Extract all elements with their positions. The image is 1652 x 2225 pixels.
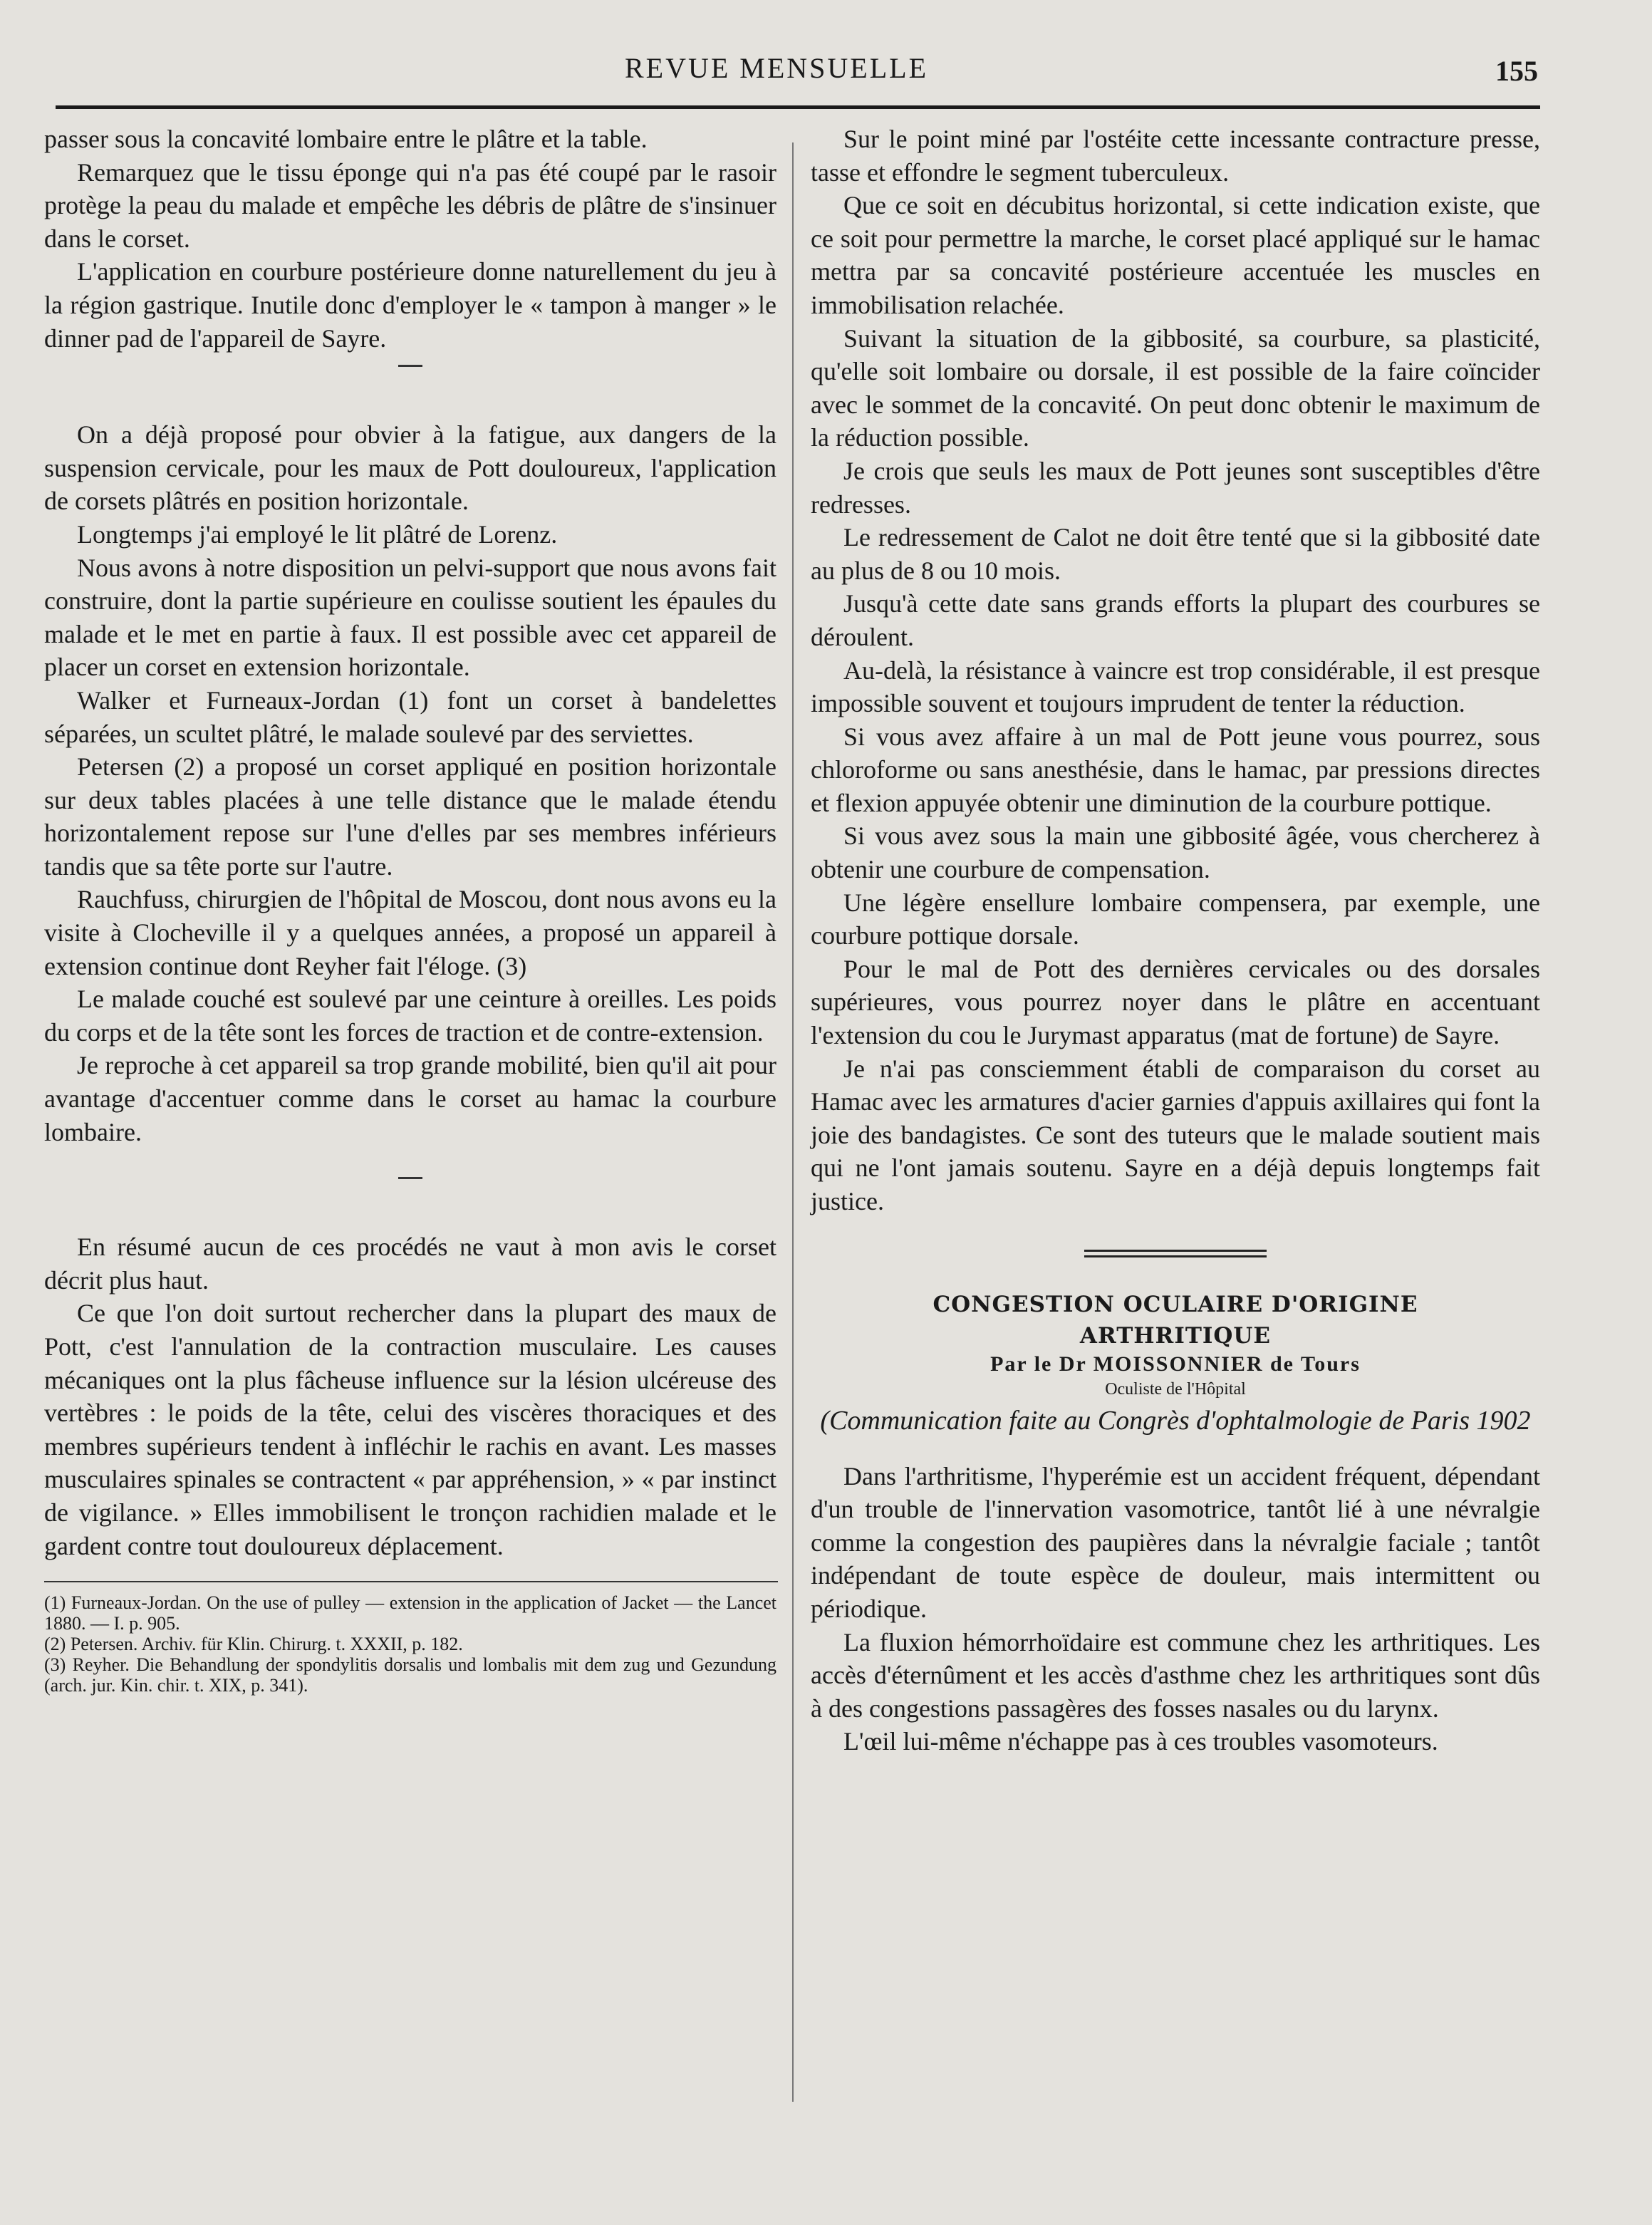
running-head bbox=[0, 47, 1652, 90]
paragraph: Si vous avez sous la main une gibbosité âgée, vous chercherez à obtenir une courbure de compensation. bbox=[811, 821, 1540, 884]
paragraph: Suivant la situation de la gibbosité, sa courbure, sa plasticité, qu'elle soit lombaire ou dorsale, il est possible de la faire coïncider avec le sommet de la concavité. On peut donc obtenir le maximum de la réduction possible. bbox=[811, 323, 1540, 452]
paragraph: Une légère ensellure lombaire compensera, par exemple, une courbure pottique dorsale. bbox=[811, 888, 1540, 950]
section-separator bbox=[398, 365, 422, 367]
header-rule bbox=[56, 105, 1540, 109]
paragraph: Que ce soit en décubitus horizontal, si cette indication existe, que ce soit pour permettre la marche, le corset placé appliqué sur le hamac mettra par sa concavité postérieure accentuée les muscles en immobilisation relachée. bbox=[811, 191, 1540, 319]
section-separator bbox=[398, 1177, 422, 1179]
left-column bbox=[44, 123, 776, 1696]
article-title bbox=[811, 1289, 1540, 1352]
paragraph: Ce que l'on doit surtout rechercher dans la plupart des maux de Pott, c'est l'annulation de la contraction musculaire. Les causes mécaniques ont la plus fâcheuse influence sur la lésion ulcéreuse des vertèbres : le poids de la tête, celui des viscères thoraciques et des membres supérieurs tendent à infléchir le rachis en avant. Les masses musculaires spinales se contractent « par appréhension, » « par instinct de vigilance. » Elles immobilisent le tronçon rachidien malade et le gardent contre tout douloureux déplacement. bbox=[44, 1299, 776, 1560]
paragraph: Longtemps j'ai employé le lit plâtré de Lorenz. bbox=[77, 519, 558, 549]
paragraph: Le malade couché est soulevé par une ceinture à oreilles. Les poids du corps et de la tête sont les forces de traction et de contre-extension. bbox=[44, 985, 776, 1047]
paragraph: passer sous la concavité lombaire entre le plâtre et la table. bbox=[44, 125, 648, 153]
paragraph: Remarquez que le tissu éponge qui n'a pas été coupé par le rasoir protège la peau du malade et empêche les débris de plâtre de s'insinuer dans le corset. bbox=[44, 157, 776, 253]
paragraph: Pour le mal de Pott des dernières cervicales ou des dorsales supérieures, vous pourrez noyer dans le plâtre en accentuant l'extension du cou le Jurymast apparatus (mat de fortune) de Sayre. bbox=[811, 954, 1540, 1050]
paragraph: On a déjà proposé pour obvier à la fatigue, aux dangers de la suspension cervicale, pour les maux de Pott douloureux, l'application de corsets plâtrés en position horizontale. bbox=[44, 420, 776, 516]
footnote: (2) Petersen. Archiv. für Klin. Chirurg. t. XXXII, p. 182. bbox=[44, 1634, 463, 1655]
paragraph: Dans l'arthritisme, l'hyperémie est un accident fréquent, dépendant d'un trouble de l'innervation vasomotrice, tantôt lié à une névralgie comme la congestion des paupières dans la névralgie faciale ; tantôt indépendant de toute espèce de douleur, mais intermittent ou périodique. bbox=[811, 1461, 1540, 1623]
page-number: 155 bbox=[1495, 55, 1538, 87]
footnote: (1) Furneaux-Jordan. On the use of pulley — extension in the application of Jacket — the Lancet 1880. — I. p. 905. bbox=[44, 1592, 776, 1634]
paragraph: Sur le point miné par l'ostéite cette incessante contracture presse, tasse et effondre le segment tuberculeux. bbox=[811, 125, 1540, 187]
article-author: Par le Dr MOISSONNIER de Tours bbox=[990, 1352, 1361, 1376]
paragraph: Si vous avez affaire à un mal de Pott jeune vous pourrez, sous chloroforme ou sans anesthésie, dans le hamac, par pressions directes et flexion appuyée obtenir une diminution de la courbure pottique. bbox=[811, 722, 1540, 817]
footnote: (3) Reyher. Die Behandlung der spondylitis dorsalis und lombalis mit dem zug und Gezundung (arch. jur. Kin. chir. t. XIX, p. 341). bbox=[44, 1654, 776, 1696]
paragraph: Je reproche à cet appareil sa trop grande mobilité, bien qu'il ait pour avantage d'accentuer comme dans le corset au hamac la courbure lombaire. bbox=[44, 1051, 776, 1146]
paragraph: Rauchfuss, chirurgien de l'hôpital de Moscou, dont nous avons eu la visite à Clocheville il y a quelques années, a proposé un appareil à extension continue dont Reyher fait l'éloge. (3) bbox=[44, 885, 776, 980]
paragraph: L'œil lui-même n'échappe pas à ces troubles vasomoteurs. bbox=[843, 1727, 1438, 1756]
paragraph: Je crois que seuls les maux de Pott jeunes sont susceptibles d'être redresses. bbox=[811, 456, 1540, 519]
paragraph: Walker et Furneaux-Jordan (1) font un corset à bandelettes séparées, un scultet plâtré, le malade soulevé par des serviettes. bbox=[44, 685, 776, 748]
paragraph: Au-delà, la résistance à vaincre est trop considérable, il est presque impossible souvent et toujours imprudent de tenter la réduction. bbox=[811, 655, 1540, 718]
article-title-line: CONGESTION OCULAIRE D'ORIGINE bbox=[933, 1291, 1418, 1317]
column-divider bbox=[792, 142, 794, 2102]
paragraph: Nous avons à notre disposition un pelvi-support que nous avons fait construire, dont la partie supérieure en coulisse soutient les épaules du malade et le met en partie à faux. Il est possible avec cet appareil de placer un corset en extension horizontale. bbox=[44, 553, 776, 682]
paragraph: Le redressement de Calot ne doit être tenté que si la gibbosité date au plus de 8 ou 10 mois. bbox=[811, 523, 1540, 585]
article-title-line: ARTHRITIQUE bbox=[1079, 1322, 1272, 1349]
article-separator bbox=[1084, 1250, 1267, 1257]
paragraph: Petersen (2) a proposé un corset appliqué en position horizontale sur deux tables placées à une telle distance que le malade étendu horizontalement repose sur l'une d'elles par ses membres inférieurs tandis que sa tête porte sur l'autre. bbox=[44, 752, 776, 881]
journal-title: REVUE MENSUELLE bbox=[624, 52, 929, 84]
article-affiliation: Oculiste de l'Hôpital bbox=[1105, 1379, 1246, 1399]
article-note: (Communication faite au Congrès d'ophtalmologie de Paris 1902 bbox=[820, 1405, 1531, 1436]
paragraph: La fluxion hémorrhoïdaire est commune chez les arthritiques. Les accès d'éternûment et les accès d'asthme chez les arthritiques sont dûs à des congestions passagères des fosses nasales ou du larynx. bbox=[811, 1627, 1540, 1723]
footnotes bbox=[44, 1592, 776, 1696]
paragraph: Jusqu'à cette date sans grands efforts la plupart des courbures se déroulent. bbox=[811, 589, 1540, 651]
paragraph: En résumé aucun de ces procédés ne vaut à mon avis le corset décrit plus haut. bbox=[44, 1233, 776, 1295]
footnote-rule bbox=[44, 1581, 778, 1582]
right-column bbox=[811, 123, 1540, 1758]
paragraph: L'application en courbure postérieure donne naturellement du jeu à la région gastrique. Inutile donc d'employer le « tampon à manger » le dinner pad de l'appareil de Sayre. bbox=[44, 257, 776, 353]
paragraph: Je n'ai pas consciemment établi de comparaison du corset au Hamac avec les armatures d'acier garnies d'appuis axillaires qui font la joie des bandagistes. Ce sont des tuteurs que le malade soutient mais qui ne l'ont jamais soutenu. Sayre en a déjà depuis longtemps fait justice. bbox=[811, 1054, 1540, 1215]
